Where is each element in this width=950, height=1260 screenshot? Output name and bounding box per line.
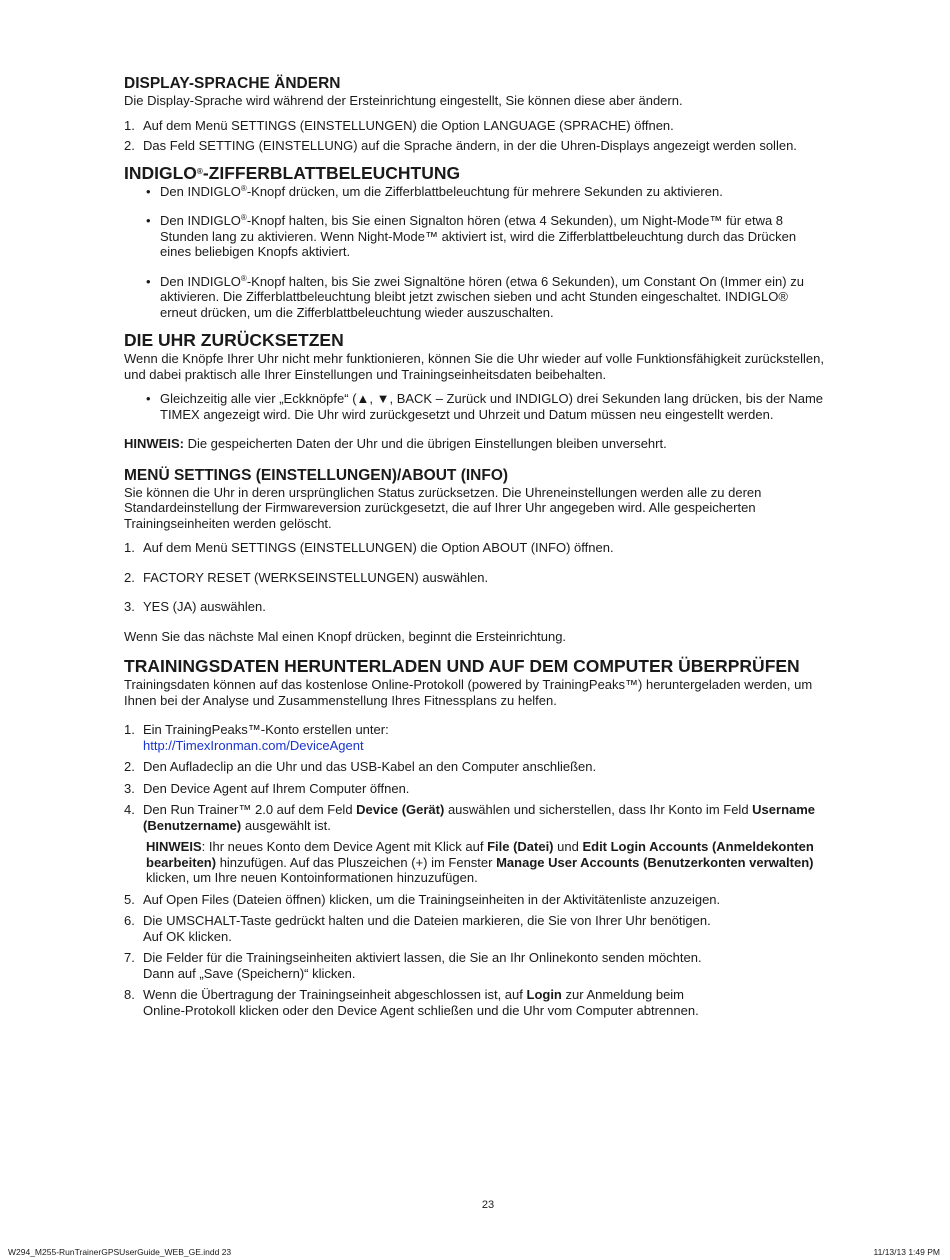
list-item	[124, 138, 824, 154]
reset-intro: Wenn die Knöpfe Ihrer Uhr nicht mehr funktionieren, können Sie die Uhr wieder auf volle Funktionsfähigkeit zurückstellen, und dabei praktisch alle Ihrer Einstellungen und Trainingseinheitsdaten beibehalten.	[124, 351, 824, 382]
device-agent-note: HINWEIS: Ihr neues Konto dem Device Agent mit Klick auf File (Datei) und Edit Login Accounts (Anmeldekonten bearbeiten) hinzufügen. Auf das Pluszeichen (+) im Fenster Manage User Accounts (Benutzerkonten verwalten) klicken, um Ihre neuen Kontoinformationen hinzuzufügen.	[146, 839, 814, 885]
bullet-text: Den INDIGLO®-Knopf drücken, um die Zifferblattbeleuchtung für mehrere Sekunden zu aktivieren.	[160, 183, 723, 199]
bullet-icon: •	[146, 183, 151, 199]
heading-display-language: DISPLAY-SPRACHE ÄNDERN	[124, 75, 341, 92]
step-number: 2.	[124, 138, 135, 153]
heading-reset-watch: DIE UHR ZURÜCKSETZEN	[124, 330, 344, 350]
bullet-text: Den INDIGLO®-Knopf halten, bis Sie zwei Signaltöne hören (etwa 6 Sekunden), um Constant On (Immer ein) zu aktivieren. Die Zifferblattbeleuchtung bleibt jetzt zwischen sieben und acht Stunden eingeschaltet. INDIGLO® erneut drücken, um die Zifferblattbeleuchtung wieder auszuschalten.	[160, 273, 804, 320]
settings-about-steps	[124, 540, 824, 615]
list-item: 7. Die Felder für die Trainingseinheiten aktiviert lassen, die Sie an Ihr Onlinekonto senden möchten. Dann auf „Save (Speichern)“ klicken.	[124, 950, 702, 981]
bullet-text: Den INDIGLO®-Knopf halten, bis Sie einen Signalton hören (etwa 4 Sekunden), um Night-Mode™ für etwa 8 Stunden lang zu aktivieren. Wenn Night-Mode™ aktiviert ist, wird die Zifferblattbeleuchtung durch das Drücken eines beliebigen Knopfs aktiviert.	[160, 213, 797, 259]
heading-indiglo-part: -ZIFFERBLATTBELEUCHTUNG	[202, 162, 461, 183]
training-data-intro: Trainingsdaten können auf das kostenlose Online-Protokoll (powered by TrainingPeaks™) heruntergeladen werden, um Ihnen bei der Analyse und Zusammenstellung Ihres Fitnessplans zu helfen.	[124, 677, 813, 708]
step-number: 1.	[124, 117, 135, 133]
heading-indiglo-part: INDIGLO	[124, 162, 197, 183]
list-item: 5. Auf Open Files (Dateien öffnen) klicken, um die Trainingseinheiten in der Aktivitätenliste anzuzeigen.	[124, 891, 721, 907]
list-item	[124, 391, 824, 422]
page-number: 23	[481, 1199, 495, 1211]
list-item: 2. FACTORY RESET (WERKSEINSTELLUNGEN) auswählen.	[124, 569, 489, 585]
bullet-icon: •	[146, 391, 151, 406]
list-item: 6. Die UMSCHALT-Taste gedrückt halten und die Dateien markieren, die Sie von Ihrer Uhr benötigen. Auf OK klicken.	[124, 913, 711, 944]
settings-about-intro: Sie können die Uhr in deren ursprünglichen Status zurücksetzen. Die Uhreneinstellungen werden alle zu deren Standardeinstellung der Firmwareversion zurückgesetzt, die auf Ihrer Uhr angegeben wird. Alle gespeicherten Trainingseinheiten werden gelöscht.	[124, 484, 762, 531]
display-language-steps	[124, 118, 824, 154]
registered-mark: ®	[196, 166, 203, 176]
step-text: Auf dem Menü SETTINGS (EINSTELLUNGEN) die Option LANGUAGE (SPRACHE) öffnen.	[143, 117, 674, 133]
heading-training-data: TRAININGSDATEN HERUNTERLADEN UND AUF DEM COMPUTER ÜBERPRÜFEN	[124, 656, 800, 676]
settings-about-outro: Wenn Sie das nächste Mal einen Knopf drücken, beginnt die Ersteinrichtung.	[124, 628, 567, 644]
training-data-steps	[124, 722, 824, 1018]
list-item: 4. Den Run Trainer™ 2.0 auf dem Feld Device (Gerät) auswählen und sicherstellen, dass Ihr Konto im Feld Username (Benutzername) ausgewählt ist. HINWEIS: Ihr neues Konto dem Device Agent mit Klick auf File (Datei) und Edit Login Accounts (Anmeldekonten bearbeiten) hinzufügen. Auf das Pluszeichen (+) im Fenster Manage User Accounts (Benutzerkonten verwalten) klicken, um Ihre neuen Kontoinformationen hinzuzufügen.	[124, 802, 824, 886]
bullet-icon: •	[146, 273, 151, 289]
list-item: 3. YES (JA) auswählen.	[124, 599, 266, 614]
heading-settings-about: MENÜ SETTINGS (EINSTELLUNGEN)/ABOUT (INFO)	[124, 466, 509, 484]
bullet-text: Gleichzeitig alle vier „Eckknöpfe“ (▲, ▼, BACK – Zurück und INDIGLO) drei Sekunden lang drücken, bis der Name TIMEX angezeigt wird. Die Uhr wird zurückgesetzt und Uhrzeit und Datum müssen neu eingestellt werden.	[160, 391, 824, 422]
note-label: HINWEIS:	[124, 436, 184, 451]
list-item: 3. Den Device Agent auf Ihrem Computer öffnen.	[124, 780, 410, 796]
list-item	[124, 184, 824, 200]
bullet-icon: •	[146, 213, 151, 228]
list-item	[124, 118, 824, 134]
list-item: 2. Den Aufladeclip an die Uhr und das USB-Kabel an den Computer anschließen.	[124, 759, 597, 774]
note-text: Die gespeicherten Daten der Uhr und die übrigen Einstellungen bleiben unversehrt.	[183, 436, 667, 451]
list-item: 8. Wenn die Übertragung der Trainingseinheit abgeschlossen ist, auf Login zur Anmeldung beim Online-Protokoll klicken oder den Device Agent schließen und die Uhr vom Computer abtrennen.	[124, 987, 699, 1018]
reset-note	[124, 436, 824, 452]
list-item: 1. Auf dem Menü SETTINGS (EINSTELLUNGEN) die Option ABOUT (INFO) öffnen.	[124, 540, 614, 555]
device-agent-link[interactable]: http://TimexIronman.com/DeviceAgent	[143, 737, 364, 753]
footer-timestamp: 11/13/13 1:49 PM	[873, 1247, 940, 1257]
list-item	[124, 274, 824, 321]
step-text: Das Feld SETTING (EINSTELLUNG) auf die Sprache ändern, in der die Uhren-Displays angezeigt werden sollen.	[143, 138, 797, 153]
indiglo-bullets	[124, 184, 824, 321]
footer-filename: W294_M255-RunTrainerGPSUserGuide_WEB_GE.indd 23	[8, 1247, 232, 1257]
heading-indiglo	[124, 163, 824, 184]
display-language-intro: Die Display-Sprache wird während der Ersteinrichtung eingestellt, Sie können diese aber ändern.	[124, 93, 683, 108]
list-item	[124, 213, 824, 260]
reset-bullets	[124, 391, 824, 422]
page-content	[124, 74, 824, 1018]
list-item: 1. Ein TrainingPeaks™-Konto erstellen unter: http://TimexIronman.com/DeviceAgent	[124, 722, 389, 753]
